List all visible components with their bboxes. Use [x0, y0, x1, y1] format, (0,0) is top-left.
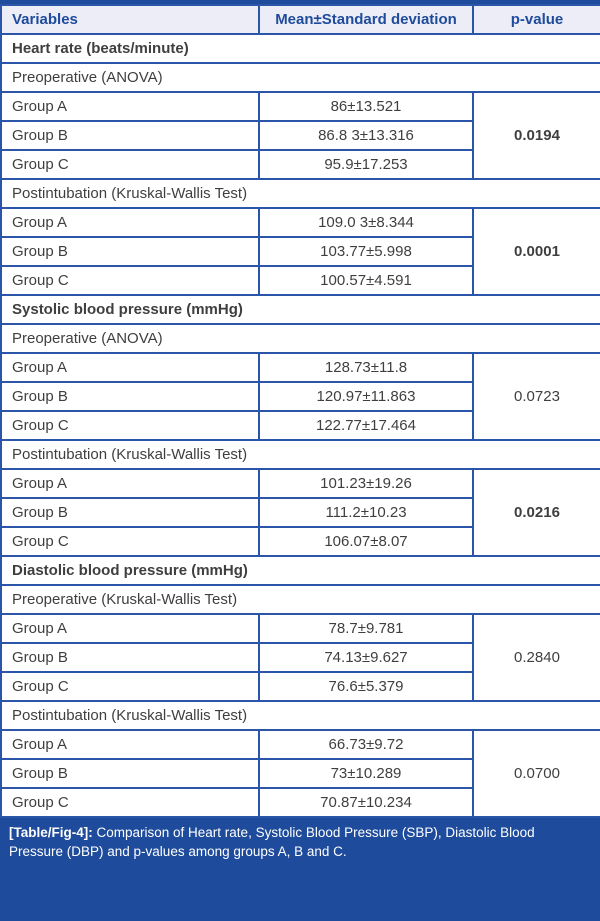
- mean-sd-cell: 74.13±9.627: [259, 643, 473, 672]
- section-title: Heart rate (beats/minute): [1, 34, 600, 63]
- header-variables: Variables: [1, 5, 259, 34]
- p-value-cell: 0.0194: [473, 92, 600, 179]
- test-title: Postintubation (Kruskal-Wallis Test): [1, 701, 600, 730]
- group-label-cell: Group B: [1, 382, 259, 411]
- group-label-cell: Group B: [1, 643, 259, 672]
- section-title: Diastolic blood pressure (mmHg): [1, 556, 600, 585]
- test-title: Preoperative (ANOVA): [1, 63, 600, 92]
- figure-caption: [0, 818, 600, 921]
- group-label-cell: Group C: [1, 672, 259, 701]
- header-row: [1, 5, 600, 34]
- mean-sd-cell: 101.23±19.26: [259, 469, 473, 498]
- mean-sd-cell: 111.2±10.23: [259, 498, 473, 527]
- group-label-cell: Group A: [1, 92, 259, 121]
- mean-sd-cell: 73±10.289: [259, 759, 473, 788]
- group-row: [1, 92, 600, 121]
- mean-sd-cell: 95.9±17.253: [259, 150, 473, 179]
- section-row: [1, 295, 600, 324]
- header-p-value: p-value: [473, 5, 600, 34]
- group-label-cell: Group C: [1, 788, 259, 817]
- section-row: [1, 34, 600, 63]
- group-label-cell: Group B: [1, 498, 259, 527]
- group-row: [1, 353, 600, 382]
- group-label-cell: Group B: [1, 759, 259, 788]
- group-label-cell: Group A: [1, 614, 259, 643]
- test-row: [1, 179, 600, 208]
- p-value-cell: 0.2840: [473, 614, 600, 701]
- p-value-cell: 0.0700: [473, 730, 600, 817]
- header-mean-sd: Mean±Standard deviation: [259, 5, 473, 34]
- caption-text: Comparison of Heart rate, Systolic Blood Pressure (SBP), Diastolic Blood Pressure (DBP) and p-values among groups A, B and C.: [9, 825, 535, 859]
- group-row: [1, 469, 600, 498]
- test-title: Preoperative (ANOVA): [1, 324, 600, 353]
- group-label-cell: Group A: [1, 353, 259, 382]
- section-row: [1, 556, 600, 585]
- test-title: Postintubation (Kruskal-Wallis Test): [1, 179, 600, 208]
- mean-sd-cell: 76.6±5.379: [259, 672, 473, 701]
- mean-sd-cell: 103.77±5.998: [259, 237, 473, 266]
- comparison-table: [0, 4, 600, 818]
- mean-sd-cell: 122.77±17.464: [259, 411, 473, 440]
- mean-sd-cell: 100.57±4.591: [259, 266, 473, 295]
- test-title: Preoperative (Kruskal-Wallis Test): [1, 585, 600, 614]
- group-row: [1, 208, 600, 237]
- mean-sd-cell: 109.0 3±8.344: [259, 208, 473, 237]
- group-label-cell: Group C: [1, 411, 259, 440]
- mean-sd-cell: 66.73±9.72: [259, 730, 473, 759]
- mean-sd-cell: 120.97±11.863: [259, 382, 473, 411]
- group-label-cell: Group A: [1, 469, 259, 498]
- mean-sd-cell: 86±13.521: [259, 92, 473, 121]
- group-row: [1, 614, 600, 643]
- test-row: [1, 585, 600, 614]
- caption-label: [Table/Fig-4]:: [9, 825, 93, 840]
- test-title: Postintubation (Kruskal-Wallis Test): [1, 440, 600, 469]
- mean-sd-cell: 106.07±8.07: [259, 527, 473, 556]
- group-row: [1, 730, 600, 759]
- p-value-cell: 0.0001: [473, 208, 600, 295]
- test-row: [1, 324, 600, 353]
- mean-sd-cell: 128.73±11.8: [259, 353, 473, 382]
- mean-sd-cell: 78.7±9.781: [259, 614, 473, 643]
- p-value-cell: 0.0216: [473, 469, 600, 556]
- group-label-cell: Group B: [1, 237, 259, 266]
- test-row: [1, 701, 600, 730]
- p-value-cell: 0.0723: [473, 353, 600, 440]
- mean-sd-cell: 86.8 3±13.316: [259, 121, 473, 150]
- group-label-cell: Group C: [1, 150, 259, 179]
- group-label-cell: Group B: [1, 121, 259, 150]
- group-label-cell: Group A: [1, 208, 259, 237]
- group-label-cell: Group C: [1, 527, 259, 556]
- test-row: [1, 63, 600, 92]
- group-label-cell: Group C: [1, 266, 259, 295]
- group-label-cell: Group A: [1, 730, 259, 759]
- test-row: [1, 440, 600, 469]
- section-title: Systolic blood pressure (mmHg): [1, 295, 600, 324]
- mean-sd-cell: 70.87±10.234: [259, 788, 473, 817]
